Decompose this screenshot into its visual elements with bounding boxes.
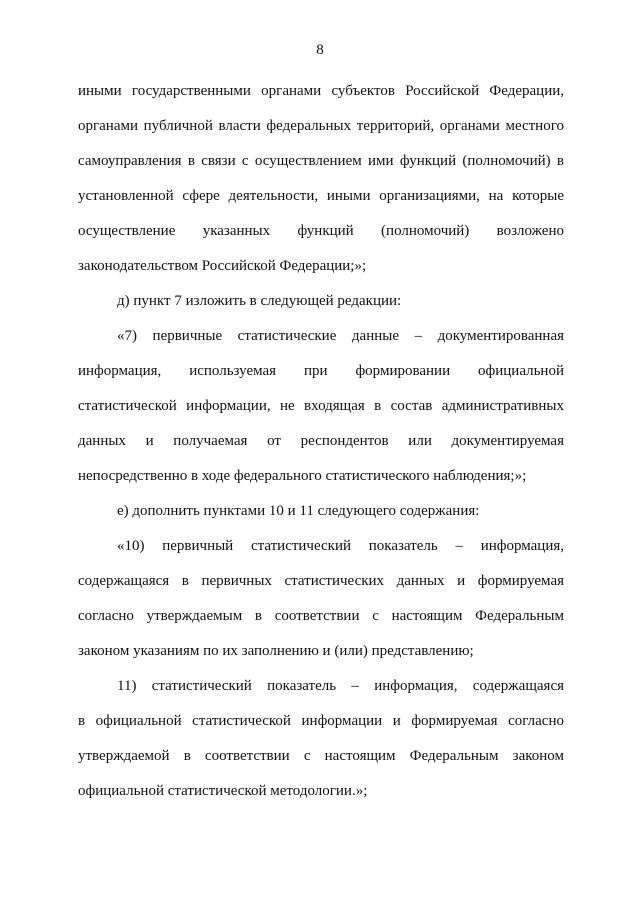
text-line: осуществление указанных функций (полномочий) возложено: [78, 223, 564, 239]
text-line: утверждаемой в соответствии с настоящим Федеральным законом: [78, 748, 564, 764]
text-line: содержащаяся в первичных статистических данных и формируемая: [78, 573, 564, 589]
text-line: согласно утверждаемым в соответствии с настоящим Федеральным: [78, 608, 564, 624]
text-line: иными государственными органами субъектов Российской Федерации,: [78, 83, 564, 99]
text-line: законом указаниям по их заполнению и (или) представлению;: [78, 643, 474, 659]
text-line: установленной сфере деятельности, иными организациями, на которые: [78, 188, 564, 204]
page-number: 8: [316, 42, 324, 58]
text-line: органами публичной власти федеральных территорий, органами местного: [78, 118, 564, 134]
text-line: официальной статистической методологии.»;: [78, 783, 368, 799]
text-line: в официальной статистической информации и формируемая согласно: [78, 713, 564, 729]
text-line: законодательством Российской Федерации;»;: [78, 258, 367, 274]
text-line: информация, используемая при формировании официальной: [78, 363, 564, 379]
text-line: «7) первичные статистические данные – документированная: [117, 328, 564, 344]
text-line: «10) первичный статистический показатель – информация,: [117, 538, 564, 554]
text-line: 11) статистический показатель – информация, содержащаяся: [117, 678, 564, 694]
text-line: статистической информации, не входящая в состав административных: [78, 398, 564, 414]
text-line: самоуправления в связи с осуществлением ими функций (полномочий) в: [78, 153, 564, 169]
text-line: д) пункт 7 изложить в следующей редакции:: [117, 293, 402, 309]
text-line: непосредственно в ходе федерального статистического наблюдения;»;: [78, 468, 527, 484]
text-line: е) дополнить пунктами 10 и 11 следующего содержания:: [117, 503, 480, 519]
text-line: данных и получаемая от респондентов или документируемая: [78, 433, 564, 449]
